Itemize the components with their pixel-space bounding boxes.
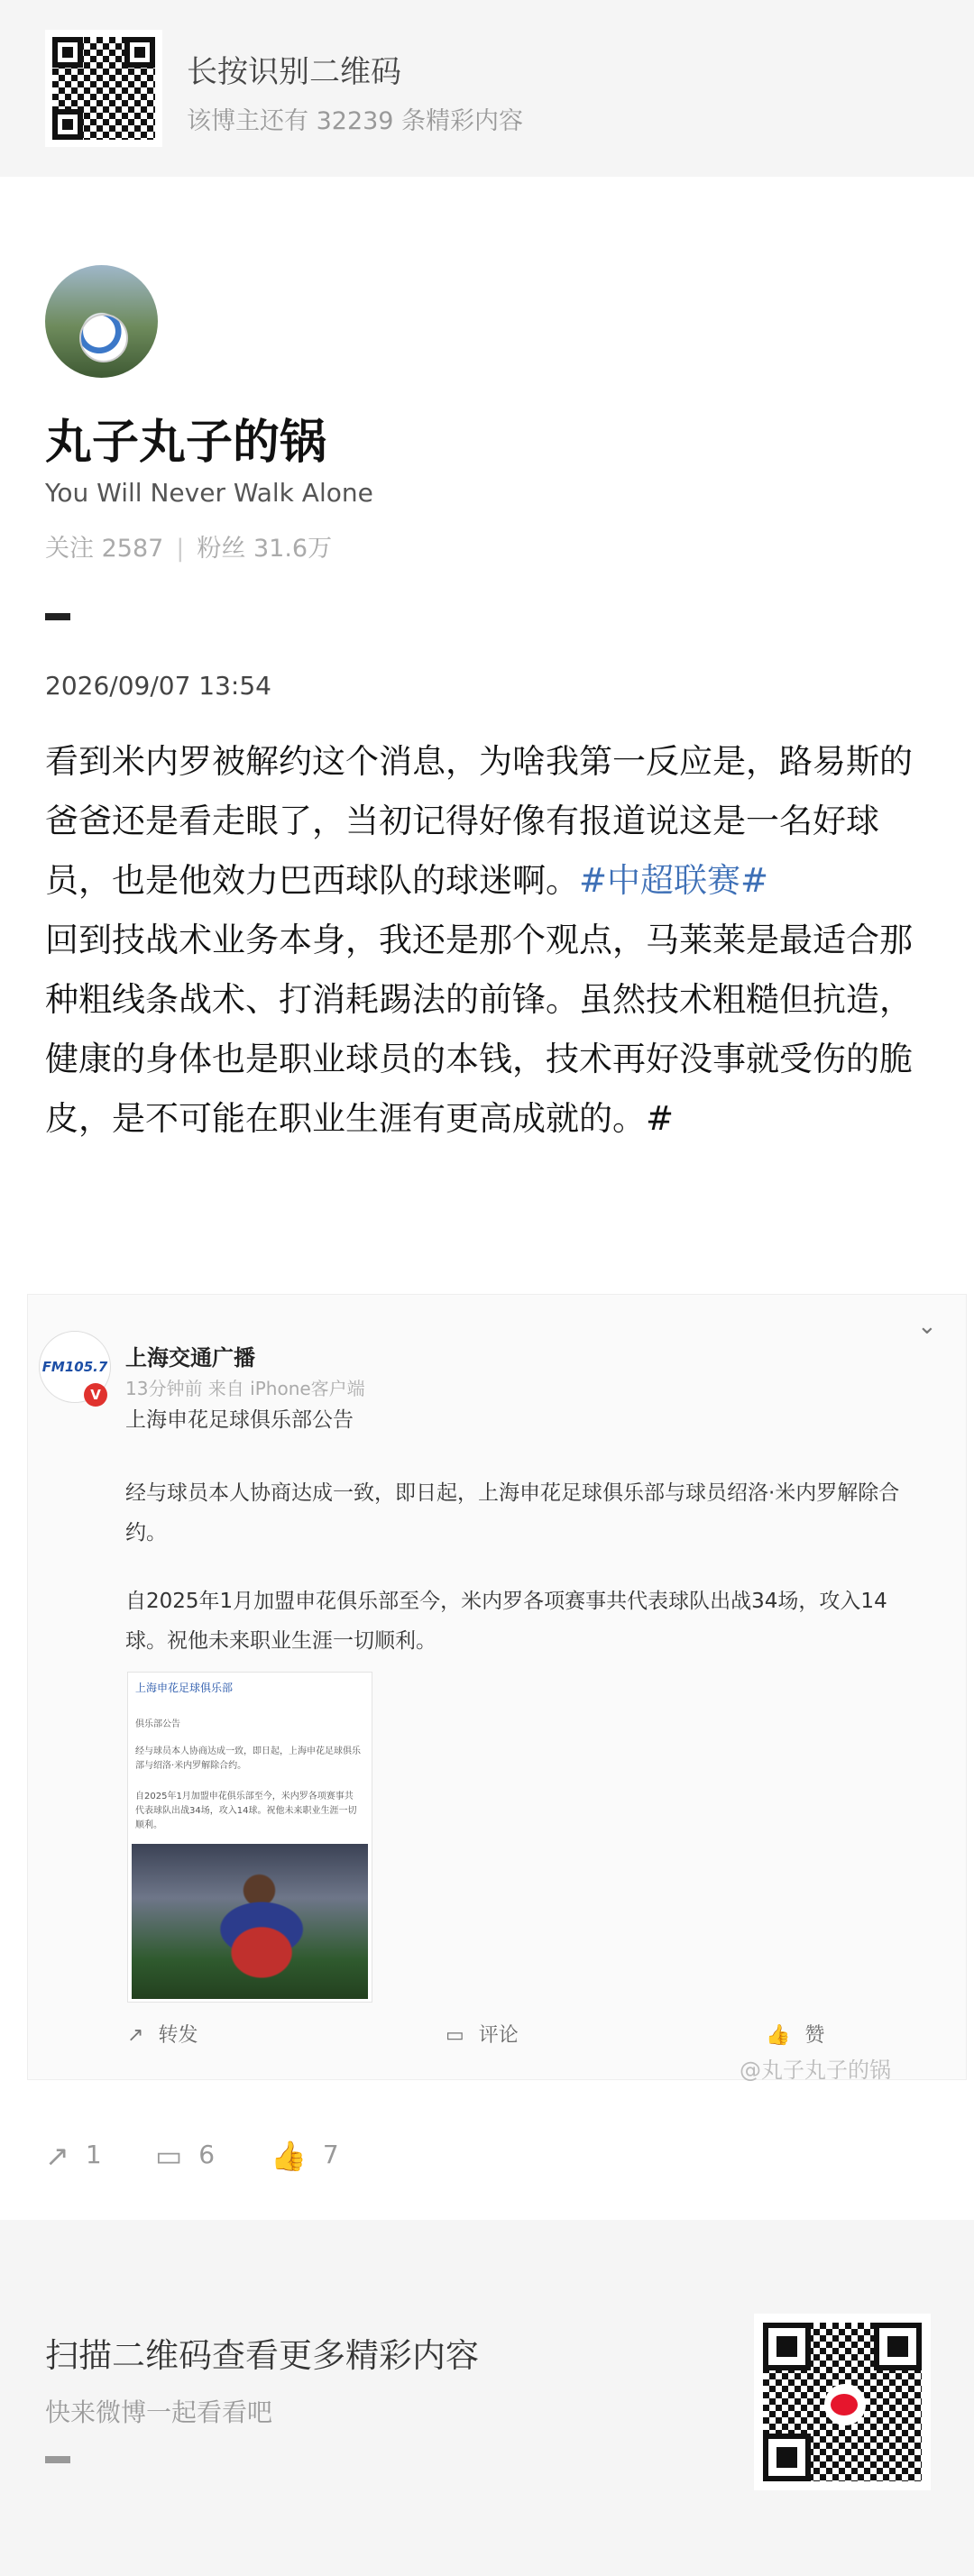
- top-banner-title: 长按识别二维码: [187, 54, 401, 90]
- card-repost-button[interactable]: [127, 2020, 198, 2048]
- repost-icon: ↗: [45, 2139, 69, 2173]
- post-paragraph-1: 看到米内罗被解约这个消息，为啥我第一反应是，路易斯的爸爸还是看走眼了，当初记得好像有报道说这是一名好球员，也是他效力巴西球队的球迷啊。: [45, 742, 913, 900]
- player-photo: [132, 1844, 368, 1999]
- comment-count: 6: [198, 2140, 216, 2169]
- post-comment-button[interactable]: [155, 2139, 215, 2173]
- card-body-2: 自2025年1月加盟申花俱乐部至今，米内罗各项赛事共代表球队出战34场，攻入14球。祝他未来职业生涯一切顺利。: [125, 1590, 887, 1653]
- card-comment-label: 评论: [478, 2024, 519, 2047]
- verified-badge-icon: V: [84, 1383, 107, 1407]
- divider-dash: [45, 613, 70, 620]
- card-image[interactable]: [127, 1672, 372, 2003]
- qr-code-icon[interactable]: [45, 30, 162, 147]
- card-meta: 13分钟前 来自 iPhone客户端: [125, 1378, 365, 1399]
- post-paragraph-2: 回到技战术业务本身，我还是那个观点，马莱莱是最适合那种粗线条战术、打消耗踢法的前锋。虽然技术粗糙但抗造，健康的身体也是职业球员的本钱，技术再好没事就受伤的脆皮，是不可能在职业生涯有更高成就的。#: [45, 921, 913, 1138]
- thumbs-up-icon: 👍: [271, 2139, 307, 2173]
- card-like-button[interactable]: [766, 2020, 824, 2048]
- profile-bio: You Will Never Walk Alone: [45, 478, 373, 508]
- hashtag-link[interactable]: #中超联赛#: [579, 861, 769, 900]
- fans-count[interactable]: 粉丝 31.6万: [197, 535, 333, 563]
- bottom-divider-dash: [45, 2456, 70, 2463]
- post-repost-button[interactable]: [45, 2139, 102, 2173]
- stats-separator: |: [176, 535, 185, 563]
- following-count[interactable]: 关注 2587: [45, 535, 164, 563]
- username[interactable]: 丸子丸子的锅: [45, 416, 327, 470]
- watermark: @丸子丸子的锅: [740, 2058, 891, 2083]
- comment-icon: ▭: [446, 2024, 464, 2047]
- card-avatar[interactable]: FM105.7: [39, 1331, 111, 1403]
- card-body-1: 经与球员本人协商达成一致，即日起，上海申花足球俱乐部与球员绍洛·米内罗解除合约。: [125, 1481, 900, 1545]
- repost-card[interactable]: [27, 1294, 967, 2080]
- top-banner-subtitle: 该博主还有 32239 条精彩内容: [187, 107, 524, 135]
- bottom-banner-title: 扫描二维码查看更多精彩内容: [45, 2336, 479, 2375]
- card-image-header: 上海申花足球俱乐部: [135, 1682, 234, 1694]
- card-title: 上海申花足球俱乐部公告: [125, 1408, 354, 1432]
- repost-count: 1: [85, 2140, 102, 2169]
- card-image-line: 自2025年1月加盟申花俱乐部至今，米内罗各项赛事共代表球队出战34场，攻入14球。祝他未来职业生涯一切顺利。: [135, 1792, 357, 1830]
- card-image-line: 俱乐部公告: [135, 1719, 180, 1729]
- weibo-logo-icon: [824, 2384, 866, 2425]
- qr-code-icon[interactable]: [754, 2314, 931, 2490]
- avatar[interactable]: [45, 265, 158, 378]
- post-like-button[interactable]: [271, 2139, 339, 2173]
- chevron-down-icon[interactable]: ⌄: [917, 1313, 937, 1340]
- repost-icon: ↗: [127, 2024, 144, 2047]
- bottom-banner-subtitle: 快来微博一起看看吧: [45, 2397, 273, 2427]
- card-like-label: 赞: [804, 2024, 825, 2047]
- profile-stats: [45, 528, 332, 564]
- like-count: 7: [322, 2140, 339, 2169]
- thumbs-up-icon: 👍: [766, 2024, 791, 2047]
- card-author-name[interactable]: 上海交通广播: [125, 1345, 255, 1371]
- post-body: [45, 732, 938, 1149]
- card-image-line: 经与球员本人协商达成一致，即日起，上海申花足球俱乐部与绍洛·米内罗解除合约。: [135, 1746, 361, 1771]
- post-datetime: 2026/09/07 13:54: [45, 671, 271, 701]
- card-comment-button[interactable]: [446, 2020, 519, 2048]
- comment-icon: ▭: [155, 2139, 183, 2173]
- card-repost-label: 转发: [158, 2024, 198, 2047]
